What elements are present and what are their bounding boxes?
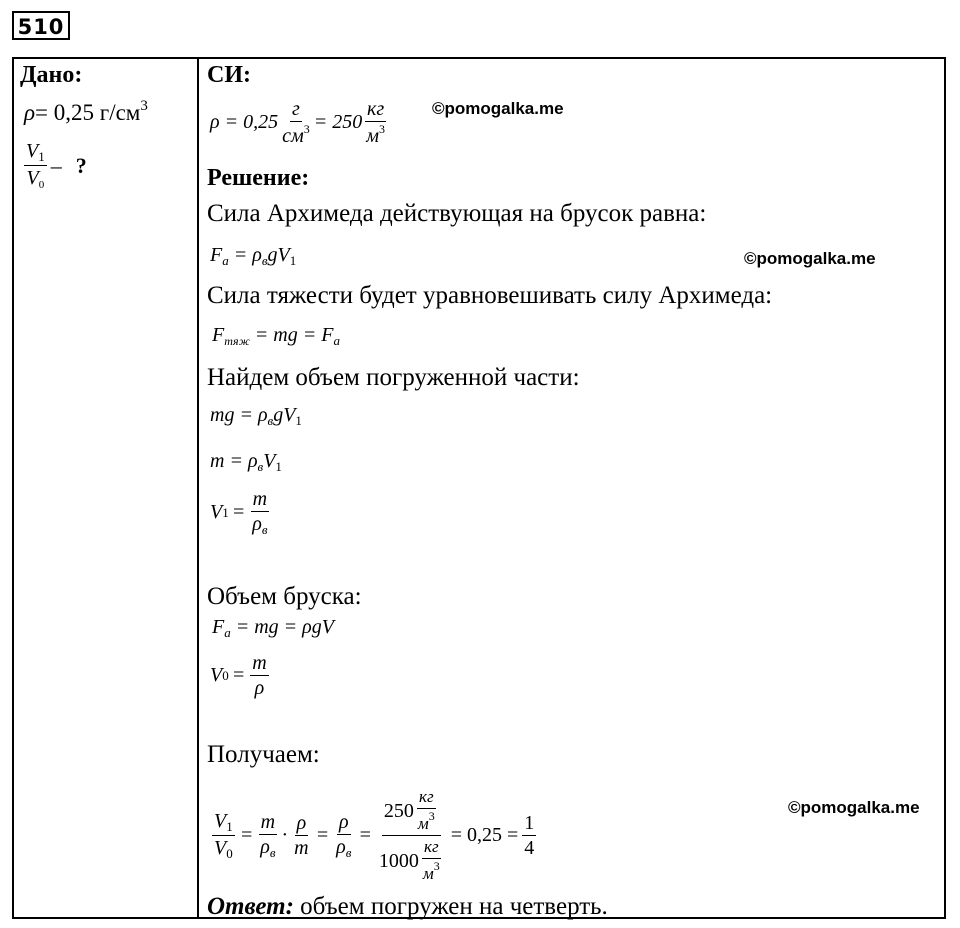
si-conversion: ρ = 0,25 $\frac{г}{см^3}$ = 250 $\frac{кг}{м^3}$ [210, 98, 386, 147]
solution-line-1: Сила Архимеда действующая на брусок равна: [207, 200, 707, 227]
given-density: ρ= 0,25 $г/см^3$ [24, 98, 148, 125]
watermark: ©pomogalka.me [744, 249, 876, 268]
given-header: Дано: [20, 62, 83, 88]
equation-block-force: $F_a$ = mg = ρgV [212, 616, 334, 640]
answer: Ответ: объем погружен на четверть. [207, 893, 608, 920]
solution-line-3: Найдем объем погруженной части: [207, 364, 580, 391]
problem-number: 510 [12, 11, 70, 40]
watermark: ©pomogalka.me [432, 99, 564, 118]
solution-line-4: Объем бруска: [207, 583, 362, 610]
equation-gravity: $F_{тяж}$ = mg = $F_a$ [212, 324, 340, 348]
si-header: СИ: [207, 62, 251, 88]
solution-header: Решение: [207, 165, 310, 191]
final-equation: $\frac{V_1}{V_0}$ = $\frac{m}{\rho_в}$ · $\frac{\rho}{m}$ = $\frac{\rho}{\rho_в}$ = 250 $\frac{кг}{м^3}$ 1000 $\frac{кг}{м^3}$ = 0,25 = $\frac{1}{4}$ [214, 787, 535, 884]
given-find: $\frac{V_1}{V_0}$ – ? [26, 140, 87, 192]
equation-mg: mg = $\rho_вgV_1$ [210, 404, 302, 428]
equation-m: $m = \rho_вV_1$ [210, 450, 282, 474]
equation-v0: V 0 = $\frac{m}{\rho}$ [210, 652, 267, 699]
watermark: ©pomogalka.me [788, 798, 920, 817]
equation-v1: V 1 = $\frac{m}{\rho_в}$ [210, 488, 268, 537]
solution-line-2: Сила тяжести будет уравновешивать силу Архимеда: [207, 282, 773, 309]
solution-line-5: Получаем: [207, 741, 320, 768]
table-divider [197, 57, 199, 919]
equation-archimedes: $F_a = \rho_вgV_1$ [210, 244, 297, 268]
